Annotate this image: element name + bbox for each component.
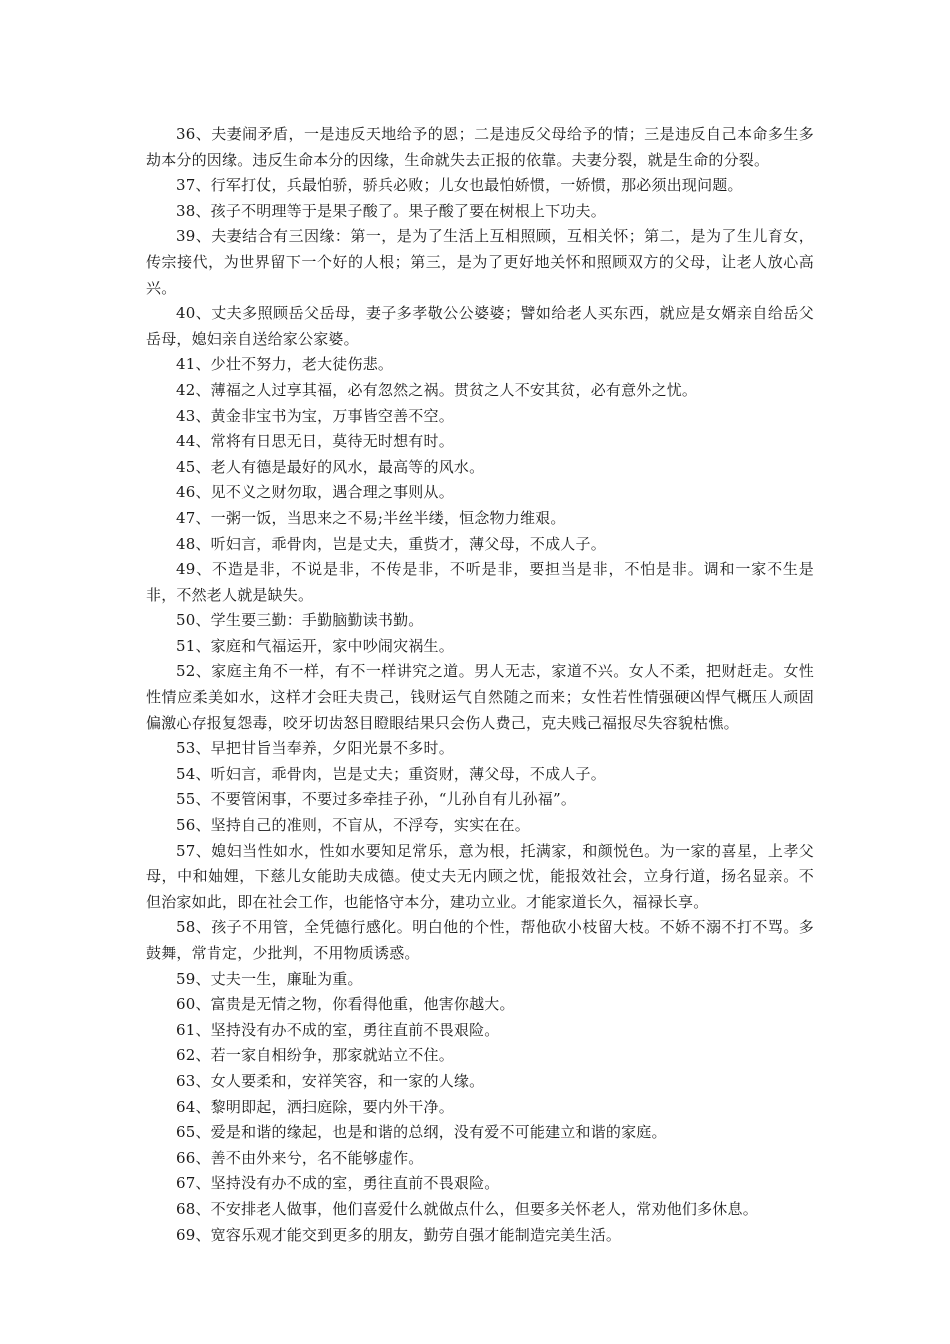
paragraph-52: 52、家庭主角不一样，有不一样讲究之道。男人无志，家道不兴。女人不柔，把财赶走。女性性情应柔美如水，这样才会旺夫贵己，钱财运气自然随之而来；女性若性情强硬凶悍气概压人顽固偏激心存报复怨毒，咬牙切齿怒目瞪眼结果只会伤人费己，克夫贱己福报尽失容貌枯憔。 xyxy=(146,662,814,732)
paragraph-48: 48、听妇言，乖骨肉，岂是丈夫，重赀才，薄父母，不成人子。 xyxy=(176,534,606,553)
paragraph-42: 42、薄福之人过享其福，必有忽然之祸。贯贫之人不安其贫，必有意外之忧。 xyxy=(176,380,698,399)
paragraph-44: 44、常将有日思无日，莫待无时想有时。 xyxy=(176,432,454,451)
paragraph-43: 43、黄金非宝书为宝，万事皆空善不空。 xyxy=(176,406,454,425)
paragraph-45: 45、老人有德是最好的风水，最高等的风水。 xyxy=(176,457,485,476)
paragraph-69: 69、宽容乐观才能交到更多的朋友，勤劳自强才能制造完美生活。 xyxy=(176,1225,622,1244)
paragraph-68: 68、不安排老人做事，他们喜爱什么就做点什么，但要多关怀老人，常劝他们多休息。 xyxy=(176,1199,758,1218)
paragraph-39: 39、夫妻结合有三因缘：第一，是为了生活上互相照顾，互相关怀；第二，是为了生儿育女，传宗接代，为世界留下一个好的人根；第三，是为了更好地关怀和照顾双方的父母，让老人放心高兴。 xyxy=(146,227,814,297)
paragraph-55: 55、不要管闲事，不要过多牵挂子孙，“儿孙自有儿孙福”。 xyxy=(176,790,577,809)
paragraph-61: 61、坚持没有办不成的室，勇往直前不畏艰险。 xyxy=(176,1020,500,1039)
paragraph-41: 41、少壮不努力，老大徒伤悲。 xyxy=(176,355,394,374)
paragraph-65: 65、爱是和谐的缘起，也是和谐的总纲，没有爱不可能建立和谐的家庭。 xyxy=(176,1123,667,1142)
paragraph-59: 59、丈夫一生，廉耻为重。 xyxy=(176,969,363,988)
paragraph-66: 66、善不由外来兮，名不能够虚作。 xyxy=(176,1148,424,1167)
paragraph-38: 38、孩子不明理等于是果子酸了。果子酸了要在树根上下功夫。 xyxy=(176,201,606,220)
paragraph-46: 46、见不义之财勿取，遇合理之事则从。 xyxy=(176,483,454,502)
paragraph-51: 51、家庭和气福运开，家中吵闹灾祸生。 xyxy=(176,636,454,655)
paragraph-62: 62、若一家自相纷争，那家就站立不住。 xyxy=(176,1046,454,1065)
paragraph-53: 53、早把甘旨当奉养，夕阳光景不多时。 xyxy=(176,739,454,758)
paragraph-36: 36、夫妻闹矛盾，一是违反天地给予的恩；二是违反父母给予的情；三是违反自己本命多生多劫本分的因缘。违反生命本分的因缘，生命就失去正报的依靠。夫妻分裂，就是生命的分裂。 xyxy=(146,125,814,169)
paragraph-47: 47、一粥一饭，当思来之不易;半丝半缕，恒念物力维艰。 xyxy=(176,508,566,527)
paragraph-37: 37、行军打仗，兵最怕骄，骄兵必败；儿女也最怕娇惯，一娇惯，那必须出现问题。 xyxy=(176,176,743,195)
paragraph-49: 49、不造是非，不说是非，不传是非，不听是非，要担当是非，不怕是非。调和一家不生是非，不然老人就是缺失。 xyxy=(146,560,814,604)
paragraph-54: 54、听妇言，乖骨肉，岂是丈夫；重资财，薄父母，不成人子。 xyxy=(176,764,606,783)
paragraph-56: 56、坚持自己的准则，不盲从，不浮夸，实实在在。 xyxy=(176,816,530,835)
paragraph-64: 64、黎明即起，洒扫庭除，要内外干净。 xyxy=(176,1097,454,1116)
paragraph-58: 58、孩子不用管，全凭德行感化。明白他的个性，帮他砍小枝留大枝。不娇不溺不打不骂。多鼓舞，常肯定，少批判，不用物质诱惑。 xyxy=(146,918,814,962)
paragraph-50: 50、学生要三勤：手勤脑勤读书勤。 xyxy=(176,611,424,630)
paragraph-63: 63、女人要柔和，安祥笑容，和一家的人缘。 xyxy=(176,1071,485,1090)
paragraph-67: 67、坚持没有办不成的室，勇往直前不畏艰险。 xyxy=(176,1174,500,1193)
paragraph-57: 57、媳妇当性如水，性如水要知足常乐，意为根，托满家，和颜悦色。为一家的喜星，上孝父母，中和妯娌，下慈儿女能助夫成德。使丈夫无内顾之忧，能报效社会，立身行道，扬名显亲。不但治家如此，即在社会工作，也能恪守本分，建功立业。才能家道长久，福禄长享。 xyxy=(146,841,814,911)
document-body xyxy=(146,122,814,1248)
paragraph-40: 40、丈夫多照顾岳父岳母，妻子多孝敬公公婆婆；譬如给老人买东西，就应是女婿亲自给岳父岳母，媳妇亲自送给家公家婆。 xyxy=(146,304,814,348)
paragraph-60: 60、富贵是无情之物，你看得他重，他害你越大。 xyxy=(176,995,515,1014)
